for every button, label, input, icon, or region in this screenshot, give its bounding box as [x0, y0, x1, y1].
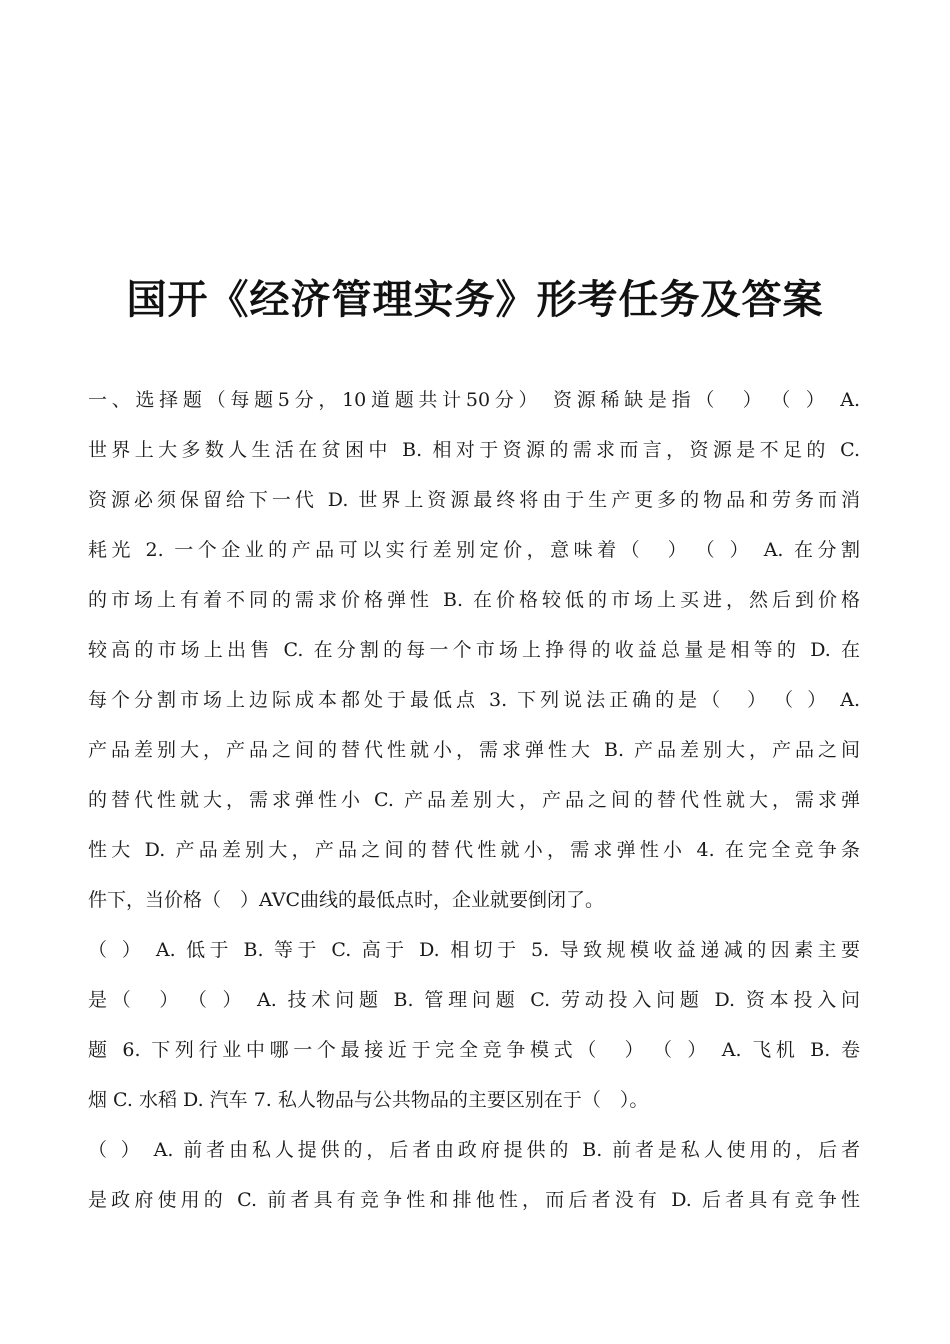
- text-line: 每个分割市场上边际成本都处于最低点 3. 下列说法正确的是（ ） （ ） A.: [88, 689, 860, 711]
- text-line: 是（ ） （ ） A. 技术问题 B. 管理问题 C. 劳动投入问题 D. 资本投入问: [88, 989, 860, 1011]
- text-line: 世界上大多数人生活在贫困中 B. 相对于资源的需求而言，资源是不足的 C.: [88, 439, 860, 461]
- text-line: 性大 D. 产品差别大，产品之间的替代性就小，需求弹性小 4. 在完全竞争条: [88, 839, 860, 861]
- text-line: 题 6. 下列行业中哪一个最接近于完全竞争模式（ ） （ ） A. 飞机 B. 卷: [88, 1039, 860, 1061]
- document-body: [88, 375, 860, 1225]
- text-line: 件下，当价格（ ）AVC曲线的最低点时，企业就要倒闭了。: [88, 889, 605, 911]
- text-line: 耗光 2. 一个企业的产品可以实行差别定价，意味着（ ） （ ） A. 在分割: [88, 539, 860, 561]
- text-line: （ ） A. 前者由私人提供的，后者由政府提供的 B. 前者是私人使用的，后者: [88, 1139, 860, 1161]
- text-line: 的替代性就大，需求弹性小 C. 产品差别大，产品之间的替代性就大，需求弹: [88, 789, 860, 811]
- text-line: 较高的市场上出售 C. 在分割的每一个市场上挣得的收益总量是相等的 D. 在: [88, 639, 860, 661]
- text-line: 是政府使用的 C. 前者具有竞争性和排他性，而后者没有 D. 后者具有竞争性: [88, 1189, 860, 1211]
- text-line: （ ） A. 低于 B. 等于 C. 高于 D. 相切于 5. 导致规模收益递减的因素主要: [88, 939, 860, 961]
- text-line: 产品差别大，产品之间的替代性就小，需求弹性大 B. 产品差别大，产品之间: [88, 739, 860, 761]
- text-line: 资源必须保留给下一代 D. 世界上资源最终将由于生产更多的物品和劳务而消: [88, 489, 860, 511]
- text-line: 一、选择题（每题5分，10道题共计50分） 资源稀缺是指（ ） （ ） A.: [88, 389, 860, 411]
- text-line: 的市场上有着不同的需求价格弹性 B. 在价格较低的市场上买进，然后到价格: [88, 589, 860, 611]
- text-line: 烟 C. 水稻 D. 汽车 7. 私人物品与公共物品的主要区别在于（ ）。: [88, 1089, 649, 1111]
- document-title: 国开《经济管理实务》形考任务及答案: [126, 276, 824, 323]
